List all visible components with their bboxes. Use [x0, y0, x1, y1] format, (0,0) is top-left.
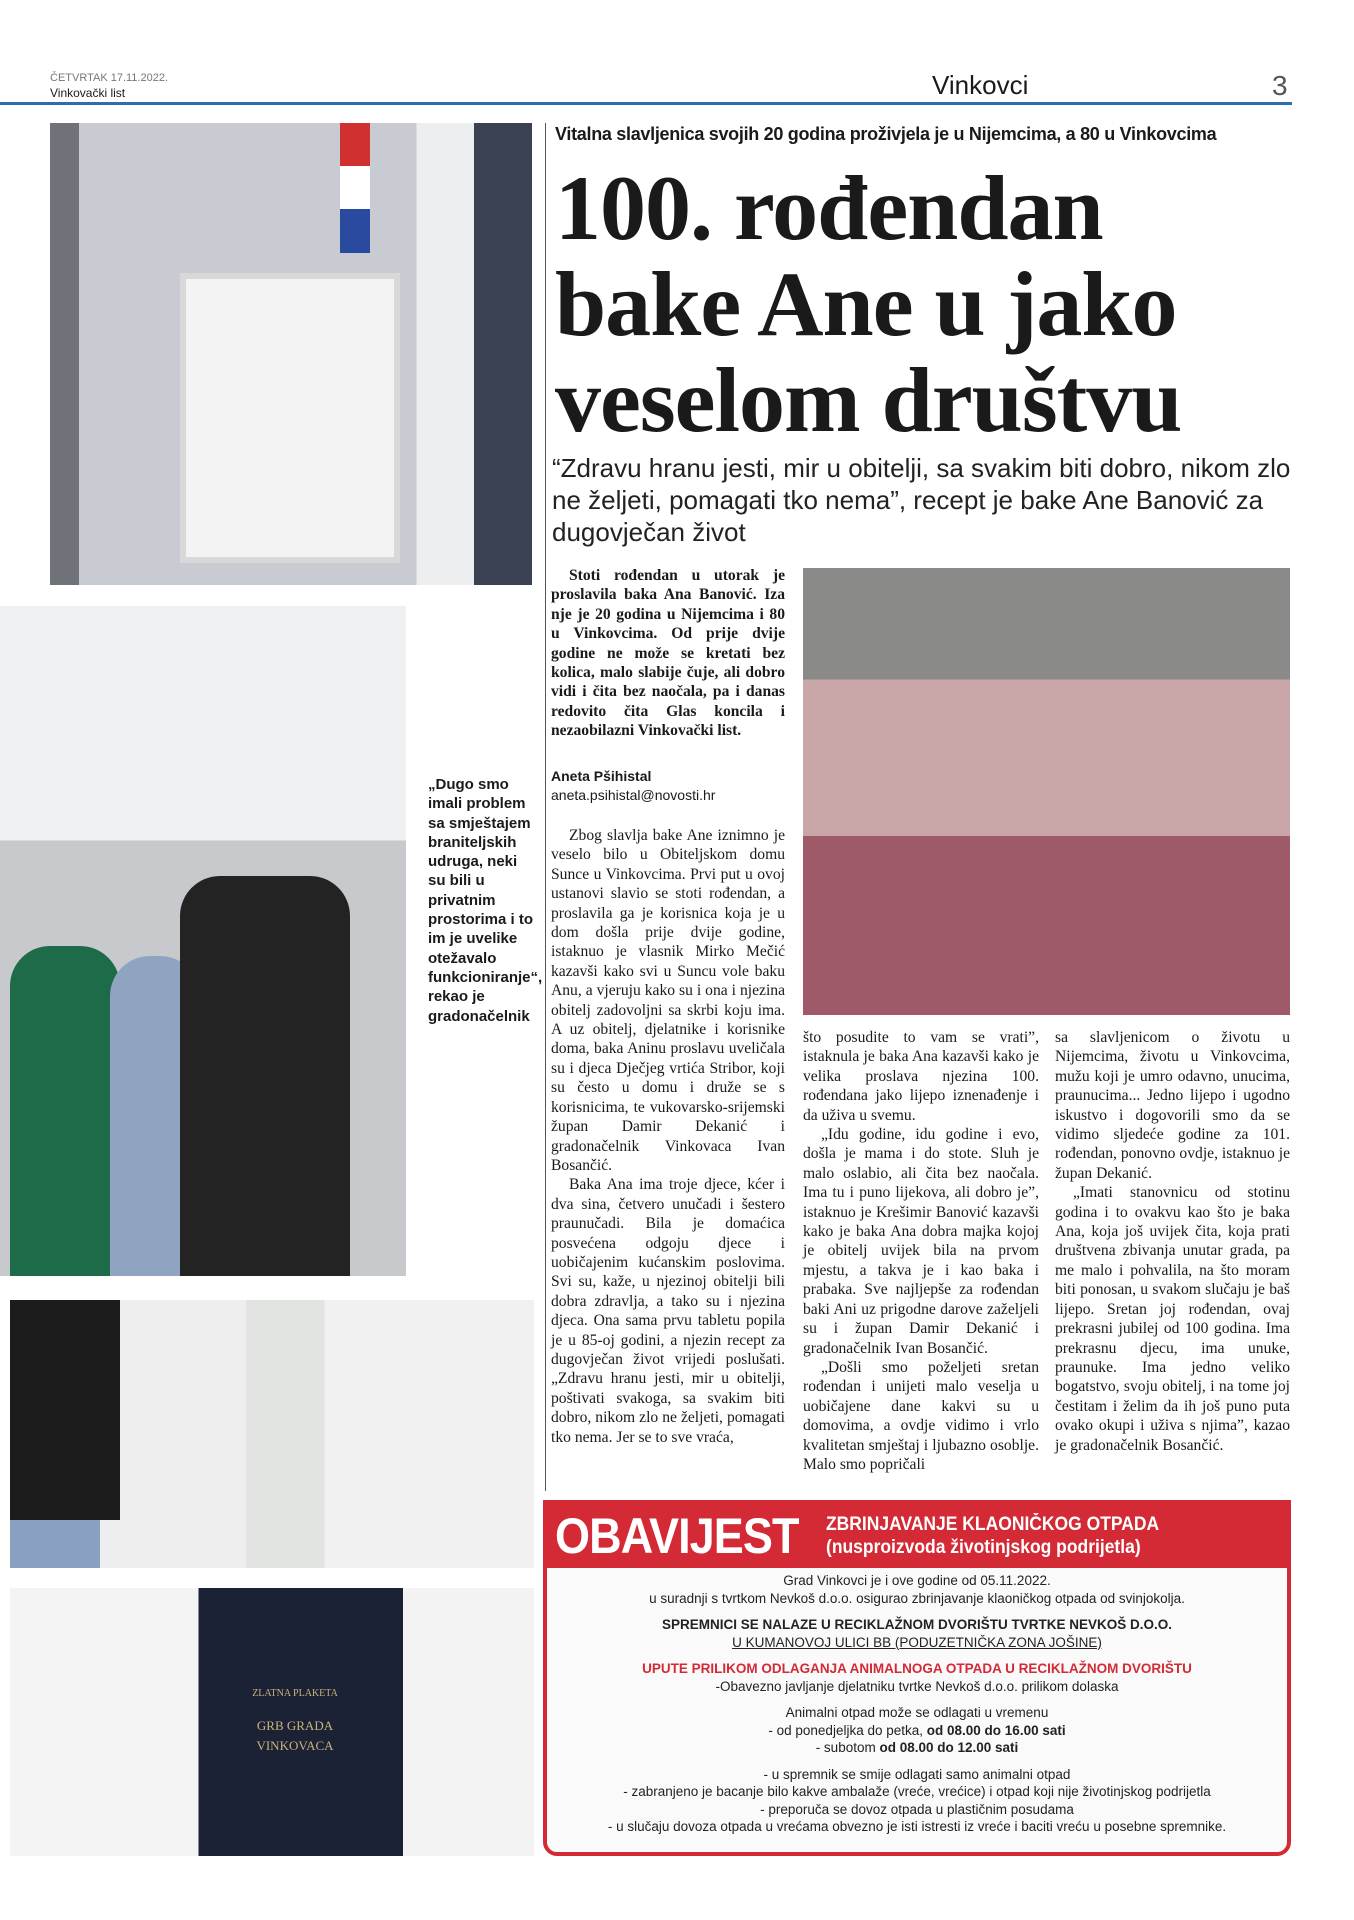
notice-text: Grad Vinkovci je i ove godine od 05.11.2022. — [783, 1573, 1051, 1588]
issue-date: ČETVRTAK 17.11.2022. — [50, 72, 169, 84]
gold-plaque-photo — [10, 1588, 534, 1856]
notice-advert — [543, 1500, 1291, 1856]
body-paragraph: Baka Ana ima troje djece, kćer i dva sina, četvero unučadi i šestero praunučadi. Bila je domaćica posvećena odgoju djece i uobičajenim kućanskim poslovima. Svi su, kaže, u njezinoj obitelji bili dobra zdravlja, a tako su i njezina djeca. Ona sama prvu tabletu popila je u 85-oj godini, a njezin recept za dugovječan život vrijedi poslušati. „Zdravu hranu jesti, mir u obitelji, poštivati svakoga, sa svakim biti dobro, nikom zlo ne željeti, pomagati tko nema. Jer se to sve vraća, — [551, 1176, 785, 1446]
notice-body — [547, 1568, 1287, 1836]
notice-location: SPREMNICI SE NALAZE U RECIKLAŽNOM DVORIŠTU TVRTKE NEVKOŠ D.O.O. — [661, 1617, 1173, 1632]
body-paragraph: Zbog slavlja bake Ane iznimno je veselo bilo u Obiteljskom domu Sunce u Vinkovcima. Prvi put u ovoj ustanovi slavio se stoti rođendan, a proslavila ga je korisnica koja je u dom došla prije dvije godine, istaknuo je vlasnik Mirko Mečić kazavši kako svi u Suncu vole baku Anu, a vjeruju kako su i ona i njezina obitelj zadovoljni sa skrbi koju ima. A uz obitelj, djelatnike i korisnike doma, baka Aninu proslavu uveličala su i djeca Dječjeg vrtića Stribor, koji su često u domu i druže se s korisnicima, te vukovarsko-srijemski župan Damir Dekanić i gradonačelnik Vinkovaca Ivan Bosančić. — [551, 827, 785, 1174]
notice-text: -Obavezno javljanje djelatniku tvrtke Nevkoš d.o.o. prilikom dolaska — [715, 1678, 1119, 1694]
notice-rule: - u slučaju dovoza otpada u vrećama obvezno je isti istresti iz vreće i baciti vreću u posebne spremnike. — [607, 1819, 1227, 1834]
notice-subtitle-line: ZBRINJAVANJE KLAONIČKOG OTPADA — [825, 1514, 1159, 1535]
body-paragraph: „Imati stanovnicu od stotinu godina i to ovakvu kao što je baka Ana, koja još uvijek čita, koja prati društvena zbivanja unutar grada, pa me malo i pohvalila, na što moram biti ponosan, u svakom slučaju je baš lijepo. Sretan joj rođendan, ovaj prekrasni jubilej od 100 godina. Ima prekrasnu djecu, ima unuke, praunuke. Ima jedno veliko bogatstvo, svoju obitelj, i na tome joj čestitam i želim da ih još puno puta ovako okupi i uživa s njima”, kazao je gradonačelnik Bosančić. — [1055, 1184, 1290, 1454]
paper-name: Vinkovački list — [50, 86, 126, 100]
body-paragraph: „Idu godine, idu godine i evo, došla je mama i do stote. Sluh je malo oslabio, ali čita bez naočala. Ima tu i puno lijekova, ali dobro je”, istaknuo je Krešimir Banović kazavši kako je baka Ana dobra majka kojoj je obitelj uvijek bila na prvom mjestu, a takva je i kao baka i prabaka. Sve najljepše za rođendan baki Ani uz prigodne darove zaželjeli su i župan Damir Dekanić i gradonačelnik Ivan Bosančić. — [803, 1126, 1039, 1357]
article-column-1 — [551, 826, 785, 1447]
plaque-label: ZLATNA PLAKETA — [252, 1688, 338, 1699]
body-paragraph: sa slavljenicom o životu u Nijemcima, životu u Vinkovcima, mužu koji je umro odavno, unucima, praunucima... Jedno lijepo i ugodno iskustvo i dogovorili smo da se vidimo sljedeće godine za 101. rođendan, ponovno ovdje, istaknuo je župan Dekanić. — [1055, 1029, 1290, 1182]
photo-caption-quote: „Dugo smo imali problem sa smještajem braniteljskih udruga, neki su bili u privatnim prostorima i to im je uvelike otežavalo funkcioniranje“, rekao je gradonačelnik — [428, 776, 543, 1025]
author-name: Aneta Pšihistal — [551, 768, 652, 784]
notice-text: - subotom — [815, 1740, 876, 1755]
author-email[interactable]: aneta.psihistal@novosti.hr — [551, 787, 716, 803]
notice-instructions-heading: UPUTE PRILIKOM ODLAGANJA ANIMALNOGA OTPADA U RECIKLAŽNOM DVORIŠTU — [642, 1661, 1192, 1676]
notice-rule: - preporuča se dovoz otpada u plastičnim posudama — [760, 1801, 1074, 1817]
officials-group-photo — [0, 606, 406, 1276]
notice-rule: - zabranjeno je bacanje bilo kakve ambalaže (vreće, vrećice) i otpad koji nije životinjskog podrijetla — [623, 1784, 1211, 1799]
section-title: Vinkovci — [932, 70, 1029, 100]
notice-subtitle-line: (nusproizvoda životinjskog podrijetla) — [825, 1537, 1141, 1558]
plaque-label: VINKOVACA — [256, 1738, 334, 1753]
notice-text: - od ponedjeljka do petka, — [768, 1722, 924, 1738]
headline-line: 100. rođendan — [555, 157, 1103, 259]
notice-title: OBAVIJEST — [555, 1508, 799, 1564]
notice-text: u suradnji s tvrtkom Nevkoš d.o.o. osigurao zbrinjavanje klaoničkog otpada od svinjokolja. — [649, 1590, 1185, 1606]
notice-hours: od 08.00 do 12.00 sati — [879, 1740, 1019, 1755]
notice-rule: - u spremnik se smije odlagati samo animalni otpad — [763, 1766, 1071, 1782]
notice-text: Animalni otpad može se odlagati u vremenu — [785, 1705, 1049, 1720]
birthday-party-photo — [803, 568, 1290, 1015]
article-subhead: “Zdravu hranu jesti, mir u obitelji, sa svakim biti dobro, nikom zlo ne željeti, pomagati tko nema”, recept je bake Ane Banović za dugovječan život — [552, 453, 1291, 547]
plaque-label: GRB GRADA — [256, 1718, 334, 1733]
header-rule — [0, 102, 1292, 105]
column-divider — [545, 123, 546, 1491]
lead-paragraph: Stoti rođendan u utorak je proslavila baka Ana Banović. Iza nje je 20 godina u Nijemcima i 80 u Vinkovcima. Od prije dvije godine ne može se kretati bez kolica, malo slabije čuje, ali dobro vidi i čita bez naočala, pa i danas redovito čita Glas koncila i nezaobilazni Vinkovački list. — [551, 567, 785, 740]
building-entrance-photo — [50, 123, 532, 585]
page-number: 3 — [1272, 70, 1288, 101]
article-column-2 — [803, 1028, 1039, 1474]
article-headline — [555, 157, 1295, 451]
meeting-room-photo — [10, 1300, 534, 1568]
headline-line: veselom društvu — [555, 349, 1182, 451]
body-paragraph: što posudite to vam se vrati”, istaknula je baka Ana kazavši kako je velika proslava njezina 100. rođendana jako lijepo iznenađenje i da uživa u svemu. — [803, 1029, 1039, 1124]
notice-header — [547, 1504, 1287, 1568]
headline-line: bake Ane u jako — [555, 253, 1177, 355]
notice-address: U KUMANOVOJ ULICI BB (PODUZETNIČKA ZONA JOŠINE) — [732, 1634, 1102, 1650]
notice-subtitle — [826, 1513, 1159, 1559]
body-paragraph: „Došli smo poželjeti sretan rođendan i unijeti malo veselja u uobičajene dane kakvi su u domovima, a ovdje vidimo i vrlo kvalitetan smještaj i ljubazno osoblje. Malo smo popričali — [803, 1358, 1039, 1473]
article-lead — [551, 566, 785, 741]
notice-hours: od 08.00 do 16.00 sati — [926, 1722, 1066, 1738]
article-column-3 — [1055, 1028, 1290, 1455]
article-kicker: Vitalna slavljenica svojih 20 godina proživjela je u Nijemcima, a 80 u Vinkovcima — [555, 124, 1217, 144]
